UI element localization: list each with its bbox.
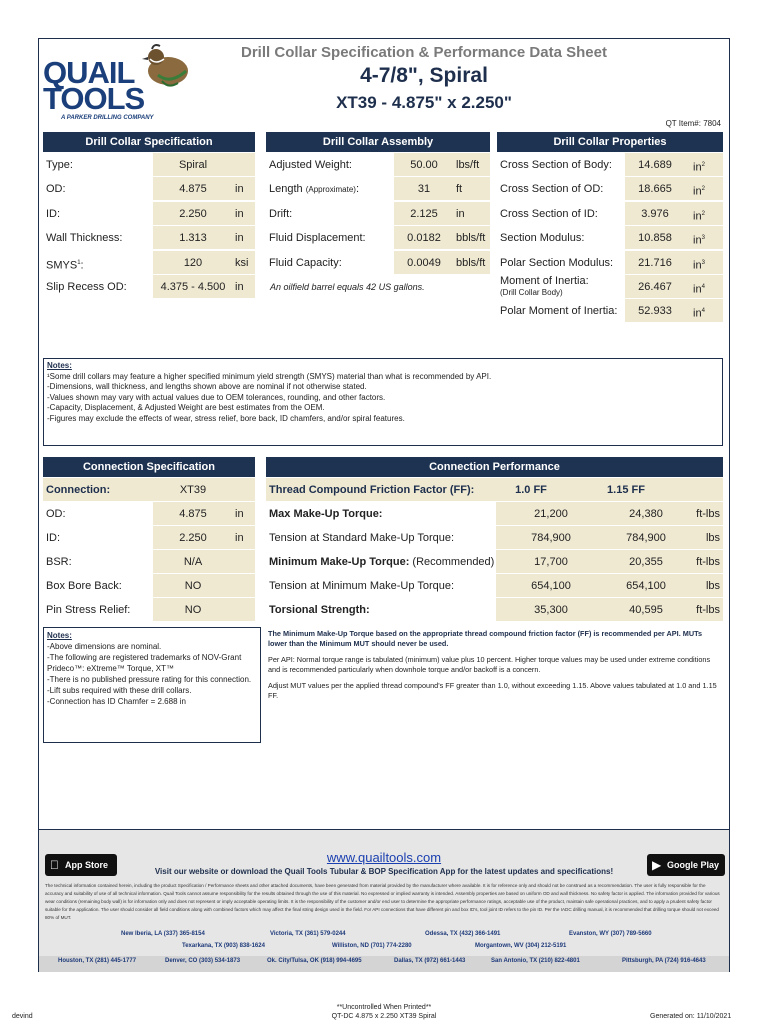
ff-col-unit bbox=[686, 478, 723, 501]
spec-label: Slip Recess OD: bbox=[43, 275, 153, 298]
property-label: Polar Section Modulus: bbox=[497, 251, 625, 274]
properties-heading: Drill Collar Properties bbox=[497, 132, 723, 152]
spec-unit: in bbox=[233, 226, 255, 249]
spec-row bbox=[43, 177, 255, 201]
ff-col-2: 1.15 FF bbox=[566, 478, 686, 501]
assembly-row bbox=[266, 153, 490, 177]
connection-value: NO bbox=[153, 598, 233, 621]
office-entry: Texarkana, TX (903) 838-1624 bbox=[182, 943, 265, 949]
office-entry: Ok. City/Tulsa, OK (918) 994-4695 bbox=[267, 958, 362, 964]
offices-row-3 bbox=[39, 958, 729, 967]
assembly-label: Drift: bbox=[266, 202, 394, 225]
app-store-label: App Store bbox=[65, 860, 109, 870]
performance-value-2: 654,100 bbox=[606, 574, 686, 597]
spec-label: Wall Thickness: bbox=[43, 226, 153, 249]
property-label: Section Modulus: bbox=[497, 226, 625, 249]
connection-label: Connection: bbox=[43, 478, 153, 501]
spec-label: ID: bbox=[43, 202, 153, 225]
performance-row bbox=[266, 550, 723, 574]
quail-bird-icon bbox=[138, 41, 193, 91]
property-row bbox=[497, 153, 723, 177]
sheet-supertitle: Drill Collar Specification & Performance Data Sheet bbox=[241, 44, 607, 61]
connection-row bbox=[43, 598, 255, 622]
property-row bbox=[497, 275, 723, 299]
spec-row bbox=[43, 275, 255, 299]
property-value: 3.976 bbox=[625, 202, 685, 225]
connection-value: NO bbox=[153, 574, 233, 597]
office-entry: Morgantown, WV (304) 212-5191 bbox=[475, 943, 567, 949]
connection-label: OD: bbox=[43, 502, 153, 525]
offices-row-2 bbox=[39, 943, 729, 952]
note-line: -Capacity, Displacement, & Adjusted Weight are best estimates from the OEM. bbox=[47, 403, 325, 412]
spec-unit: ksi bbox=[233, 251, 255, 274]
performance-unit: ft-lbs bbox=[686, 550, 723, 573]
assembly-unit: in bbox=[454, 202, 490, 225]
spec-row bbox=[43, 226, 255, 250]
property-value: 18.665 bbox=[625, 177, 685, 200]
note-line: -Above dimensions are nominal. bbox=[47, 642, 162, 651]
assembly-value: 0.0182 bbox=[394, 226, 454, 249]
assembly-value: 0.0049 bbox=[394, 251, 454, 274]
connection-label: BSR: bbox=[43, 550, 153, 573]
ff-label: Thread Compound Friction Factor (FF): bbox=[266, 478, 496, 501]
sheet-subtitle: XT39 - 4.875" x 2.250" bbox=[336, 93, 512, 112]
perf-note-2: Per API: Normal torque range is tabulated (minimum) value plus 10 percent. Higher torque values may be used under extreme conditions and is recommended particularly when downhole torque and/or backoff is a concern. bbox=[268, 655, 711, 674]
property-label: Cross Section of OD: bbox=[497, 177, 625, 200]
connection-value: 2.250 bbox=[153, 526, 233, 549]
property-value: 10.858 bbox=[625, 226, 685, 249]
performance-label: Tension at Minimum Make-Up Torque: bbox=[266, 574, 496, 597]
note-line: -Lift subs required with these drill collars. bbox=[47, 686, 192, 695]
property-unit: $in^2$ bbox=[685, 202, 723, 225]
performance-row bbox=[266, 526, 723, 550]
note-line: -Values shown may vary with actual values due to OEM tolerances, rounding, and other factors. bbox=[47, 392, 386, 402]
property-label: Polar Moment of Inertia: bbox=[497, 299, 625, 322]
performance-row bbox=[266, 598, 723, 622]
performance-value-2: 20,355 bbox=[606, 550, 686, 573]
property-row bbox=[497, 177, 723, 201]
notes-lines-2 bbox=[47, 641, 257, 707]
connection-unit: in bbox=[233, 526, 255, 549]
property-unit: $in^3$ bbox=[685, 226, 723, 249]
property-label: Moment of Inertia: (Drill Collar Body) bbox=[497, 275, 625, 298]
spec-row bbox=[43, 202, 255, 226]
office-entry: Odessa, TX (432) 366-1491 bbox=[425, 931, 501, 937]
performance-row bbox=[266, 502, 723, 526]
spec-row bbox=[43, 153, 255, 177]
logo-quail-text: QUAIL bbox=[43, 55, 135, 90]
property-value: 14.689 bbox=[625, 153, 685, 176]
assembly-label: Fluid Capacity: bbox=[266, 251, 394, 274]
performance-value-2: 784,900 bbox=[606, 526, 686, 549]
property-unit: $in^2$ bbox=[685, 177, 723, 200]
note-line: -There is no published pressure rating for this connection. bbox=[47, 675, 252, 684]
perf-note-3: Adjust MUT values per the applied thread compound's FF greater than 1.0, without exceeding 1.15. Above values tabulated at 1.0 and 1.15 FF. bbox=[268, 681, 717, 700]
connection-row bbox=[43, 526, 255, 550]
assembly-row bbox=[266, 202, 490, 226]
property-value: 52.933 bbox=[625, 299, 685, 322]
assembly-row bbox=[266, 177, 490, 201]
performance-value-2: 24,380 bbox=[606, 502, 686, 525]
office-entry: New Iberia, LA (337) 365-8154 bbox=[121, 931, 205, 937]
property-row bbox=[497, 226, 723, 250]
assembly-unit: ft bbox=[454, 177, 490, 200]
spec-unit: in bbox=[233, 177, 255, 200]
performance-unit: ft-lbs bbox=[686, 502, 723, 525]
office-entry: Evanston, WY (307) 789-5660 bbox=[569, 931, 652, 937]
performance-unit: lbs bbox=[686, 526, 723, 549]
note-line: -The following are registered trademarks of NOV-Grant Prideco™: eXtreme™ Torque, XT™ bbox=[47, 653, 242, 673]
property-label: Cross Section of Body: bbox=[497, 153, 625, 176]
page-footer-right: Generated on: 11/10/2021 bbox=[650, 1013, 732, 1020]
property-row bbox=[497, 251, 723, 275]
note-line: -Connection has ID Chamfer = 2.688 in bbox=[47, 697, 186, 706]
visit-text: Visit our website or download the Quail Tools Tubular & BOP Specification App for the latest updates and specifications! bbox=[154, 867, 614, 876]
disclaimer-text: The technical information contained herein, including the product Specification / Performance sheets and other attached documents, have been generated from material provided by the manufacturer where available. It is for reference only and should not be construed as a recommendation. The user is fully responsible for the accuracy and suitability of use of all technical information. Quail Tools cannot assume responsibility for the results obtained through the use of this material. No expressed or implied warranty is intended. Assembly properties are based on uniform OD and wall thickness. No safety factor is applied. The information provided for various wear conditions (remaining body wall) is for information only and does not represent or imply acceptable operating limits. It is the responsibility of the customer and/or end user to determine the appropriate performance ratings, acceptable use of the product, maintain safe operational practices, and to apply a prudent safety factor suitable for the application. The user should consider all field conditions along with combined factors which may affect the final string design used in the field. For API connections that have different pin and box ID's, tool joint ID refers to the pin ID. Per the IADC drilling manual, it is recommended that drilling torque should not exceed 80% of MUT. bbox=[45, 883, 720, 920]
performance-value-1: 17,700 bbox=[496, 550, 606, 573]
performance-value-1: 654,100 bbox=[496, 574, 606, 597]
connection-row bbox=[43, 478, 255, 502]
website-link[interactable]: www.quailtools.com bbox=[326, 850, 442, 865]
office-entry: Victoria, TX (361) 579-0244 bbox=[270, 931, 346, 937]
office-entry: Dallas, TX (972) 661-1443 bbox=[394, 958, 466, 964]
barrel-note: An oilfield barrel equals 42 US gallons. bbox=[270, 282, 425, 292]
property-unit: $in^2$ bbox=[685, 153, 723, 176]
performance-header-row bbox=[266, 478, 723, 502]
assembly-label: Fluid Displacement: bbox=[266, 226, 394, 249]
connection-unit bbox=[233, 598, 255, 621]
performance-heading: Connection Performance bbox=[266, 457, 723, 477]
performance-label: Tension at Standard Make-Up Torque: bbox=[266, 526, 496, 549]
assembly-row bbox=[266, 251, 490, 275]
perf-note-1: The Minimum Make-Up Torque based on the appropriate thread compound friction factor (FF) is recommended per API. MUTs lower than the Minimum MUT should never be used. bbox=[268, 629, 703, 648]
connection-row bbox=[43, 550, 255, 574]
assembly-row bbox=[266, 226, 490, 250]
property-unit: $in^4$ bbox=[685, 299, 723, 322]
property-label: Cross Section of ID: bbox=[497, 202, 625, 225]
property-value: 21.716 bbox=[625, 251, 685, 274]
page-footer-left: devind bbox=[12, 1013, 33, 1020]
spec-value: 120 bbox=[153, 251, 233, 274]
performance-value-1: 35,300 bbox=[496, 598, 606, 621]
spec-unit bbox=[233, 153, 255, 176]
spec-label: OD: bbox=[43, 177, 153, 200]
performance-label: Minimum Make-Up Torque: (Recommended) bbox=[266, 550, 496, 573]
performance-value-1: 784,900 bbox=[496, 526, 606, 549]
spec-heading: Drill Collar Specification bbox=[43, 132, 255, 152]
spec-value: 2.250 bbox=[153, 202, 233, 225]
spec-label: Type: bbox=[43, 153, 153, 176]
spec-unit: in bbox=[233, 275, 255, 298]
performance-notes bbox=[268, 629, 723, 707]
data-sheet bbox=[38, 38, 730, 972]
performance-row bbox=[266, 574, 723, 598]
performance-unit: ft-lbs bbox=[686, 598, 723, 621]
property-unit: $in^3$ bbox=[685, 251, 723, 274]
assembly-unit: lbs/ft bbox=[454, 153, 490, 176]
connection-unit bbox=[233, 478, 255, 501]
office-entry: Pittsburgh, PA (724) 916-4643 bbox=[622, 958, 706, 964]
assembly-value: 2.125 bbox=[394, 202, 454, 225]
connection-value: N/A bbox=[153, 550, 233, 573]
spec-value: 4.375 - 4.500 bbox=[153, 275, 233, 298]
offices-row-1 bbox=[39, 931, 729, 940]
connection-label: Box Bore Back: bbox=[43, 574, 153, 597]
assembly-value: 31 bbox=[394, 177, 454, 200]
assembly-label: Length (Approximate): bbox=[266, 177, 394, 200]
item-number: QT Item#: 7804 bbox=[665, 119, 721, 128]
connection-value: 4.875 bbox=[153, 502, 233, 525]
spec-value: 4.875 bbox=[153, 177, 233, 200]
page-footer-center-1: **Uncontrolled When Printed** bbox=[336, 1004, 432, 1011]
spec-row bbox=[43, 251, 255, 275]
connection-label: ID: bbox=[43, 526, 153, 549]
office-entry: Denver, CO (303) 534-1873 bbox=[165, 958, 241, 964]
logo-tools-text: TOOLS bbox=[43, 81, 145, 116]
assembly-label: Adjusted Weight: bbox=[266, 153, 394, 176]
google-play-label: Google Play bbox=[667, 860, 720, 870]
logo-tagline: A PARKER DRILLING COMPANY bbox=[61, 115, 154, 121]
spec-value: 1.313 bbox=[153, 226, 233, 249]
note-line: -Dimensions, wall thickness, and lengths shown above are nominal if not otherwise stated. bbox=[47, 382, 367, 391]
spec-label: SMYS$^1$: bbox=[43, 251, 153, 274]
assembly-unit: bbls/ft bbox=[454, 226, 490, 249]
note-line: ¹Some drill collars may feature a higher specified minimum yield strength (SMYS) material than what is recommended by API. bbox=[47, 371, 492, 381]
connection-value: XT39 bbox=[153, 478, 233, 501]
notes-box-2 bbox=[43, 627, 261, 743]
connection-unit: in bbox=[233, 502, 255, 525]
notes-lines bbox=[47, 372, 719, 425]
spec-value: Spiral bbox=[153, 153, 233, 176]
note-line: -Figures may exclude the effects of wear, stress relief, bore back, ID chamfers, and/or spiral features. bbox=[47, 413, 405, 423]
connection-row bbox=[43, 574, 255, 598]
office-entry: Houston, TX (281) 445-1777 bbox=[58, 958, 137, 964]
notes-box-1 bbox=[43, 358, 723, 446]
company-logo bbox=[43, 41, 193, 126]
connection-unit bbox=[233, 550, 255, 573]
performance-label: Max Make-Up Torque: bbox=[266, 502, 496, 525]
ff-col-1: 1.0 FF bbox=[496, 478, 566, 501]
spec-unit: in bbox=[233, 202, 255, 225]
play-icon: ▶ bbox=[652, 858, 662, 872]
assembly-unit: bbls/ft bbox=[454, 251, 490, 274]
property-row bbox=[497, 202, 723, 226]
connection-heading: Connection Specification bbox=[43, 457, 255, 477]
property-value: 26.467 bbox=[625, 275, 685, 298]
assembly-heading: Drill Collar Assembly bbox=[266, 132, 490, 152]
performance-label: Torsional Strength: bbox=[266, 598, 496, 621]
footer bbox=[39, 829, 729, 972]
property-row bbox=[497, 299, 723, 323]
connection-row bbox=[43, 502, 255, 526]
office-entry: San Antonio, TX (210) 822-4801 bbox=[491, 958, 580, 964]
assembly-value: 50.00 bbox=[394, 153, 454, 176]
performance-value-2: 40,595 bbox=[606, 598, 686, 621]
sheet-title: 4-7/8", Spiral bbox=[360, 64, 488, 87]
office-entry: Williston, ND (701) 774-2280 bbox=[332, 943, 412, 949]
connection-label: Pin Stress Relief: bbox=[43, 598, 153, 621]
notes-title-2: Notes: bbox=[47, 631, 72, 640]
performance-unit: lbs bbox=[686, 574, 723, 597]
performance-value-1: 21,200 bbox=[496, 502, 606, 525]
page-footer-center-2: QT-DC 4.875 x 2.250 XT39 Spiral bbox=[331, 1013, 437, 1020]
connection-unit bbox=[233, 574, 255, 597]
notes-title: Notes: bbox=[47, 361, 72, 370]
property-unit: $in^4$ bbox=[685, 275, 723, 298]
